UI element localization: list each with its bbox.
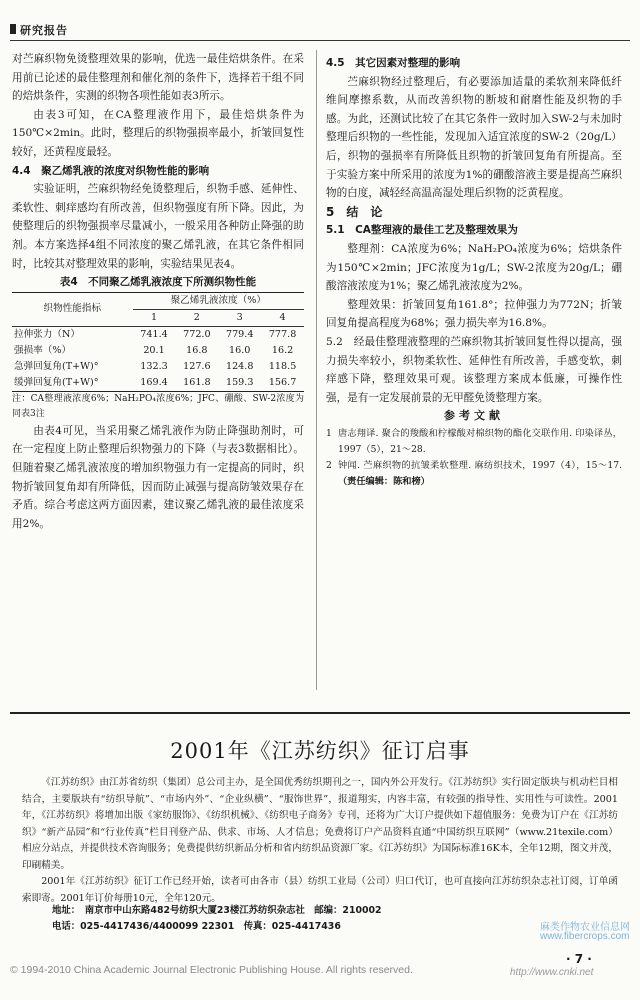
left-column: [12, 50, 304, 533]
reference-item: [326, 458, 622, 490]
table-cell: 159.3: [218, 375, 261, 392]
notice-title: 2001年《江苏纺织》征订启事: [170, 739, 470, 763]
table-4-col: 1: [133, 309, 176, 326]
table-row: [12, 326, 304, 343]
table-cell: 779.4: [218, 326, 261, 343]
table-cell-label: 强损率（%）: [14, 344, 72, 356]
table-4: [12, 292, 304, 392]
left-paragraph-3: 实验证明，苎麻织物经免烫整理后，织物手感、延伸性、柔软性、刺痒感均有所改善，但织物强度有所下降。因此，为使整理后的织物强损率尽量减小，一般采用各种防止降强的助剂。本方案选择4组不同浓度的聚乙烯乳液，在其它条件相同时，比较其对整理效果的影响，实验结果见表4。: [12, 183, 304, 270]
left-paragraph-1: 对苎麻织物免烫整理效果的影响，优选一最佳焙烘条件。在采用前已论述的最佳整理剂和催化剂的条件下，选择若干组不同的焙烘条件，实测的织物各项性能如表3所示。: [12, 53, 304, 103]
running-header: 研究报告: [20, 24, 68, 37]
header-mark: [10, 24, 16, 34]
left-paragraph-2: 由表3可知，在CA整理液作用下，最佳焙烘条件为150℃×2min。此时，整理后的织物强损率最小，折皱回复性较好，还黄程度最轻。: [12, 108, 304, 158]
footer-url: http://www.cnki.net: [510, 967, 594, 978]
table-cell-label: 缓弹回复角(T+W)°: [12, 375, 133, 392]
reference-item: [326, 426, 622, 458]
watermark-line-2: www.fibercrops.com: [540, 931, 630, 942]
right-paragraph-3: 整理效果：折皱回复角161.8°；拉伸强力为772N；折皱回复角提高程度为68%；强力损失率为16.8%。: [326, 298, 622, 330]
table-4-note: 注：CA整理液浓度6%；NaH₂PO₄浓度6%；JFC、硼酸、SW-2浓度为同表3注: [12, 393, 304, 419]
table-cell: 161.8: [175, 375, 218, 392]
table-4-col: 3: [218, 309, 261, 326]
section-separator: [10, 712, 630, 714]
reference-number: 2: [326, 459, 332, 471]
table-4-col: 2: [175, 309, 218, 326]
table-cell: 124.8: [225, 360, 254, 372]
page-number: · 7 ·: [566, 952, 592, 966]
section-5-2-paragraph: 5.2 经最佳整理液整理的苎麻织物其折皱回复性得以提高，强力损失率较小，织物柔软性、延伸性有所改善，手感变软，刺痒感下降，整理效果可观。该整理方案成本低廉，可操作性强，是有一定发展前景的无甲醛免烫整理方案。: [326, 335, 622, 404]
table-row: [12, 375, 304, 392]
table-4-col: 4: [261, 309, 304, 326]
right-paragraph-1: 苎麻织物经过整理后，有必要添加适量的柔软剂来降低纤维间摩擦系数，从而改善织物的断坡和耐磨性能及织物的手感。为此，还测试比较了在其它条件一致时加入SW-2与未加时整理后织物的一些性能，发现加入适宜浓度的SW-2（20g/L）后，织物的强损率有所降低且织物的折皱回复角有所提高。至于实验方案中所采用的浓度为1%的硼酸溶液主要是提高苎麻织物的白度，减轻经高温高湿处理后织物的泛黄程度。: [326, 75, 622, 200]
notice-body: [22, 775, 618, 907]
table-cell: 16.2: [271, 344, 294, 356]
editor-credit: （责任编辑：陈和榜）: [338, 475, 430, 487]
reference-text: 唐志翔译. 聚合的羧酸和柠檬酸对棉织物的酯化交联作用. 印染译丛，1997（5），21～28.: [338, 427, 622, 455]
table-cell: 156.7: [261, 375, 304, 392]
notice-paragraph-1: 《江苏纺织》由江苏省纺织（集团）总公司主办，是全国优秀纺织期刊之一，国内外公开发行。《江苏纺织》实行固定版块与机动栏目相结合，主要版块有“纺织导航”、“市场内外”、“企业纵横”、“服饰世界”，报道翔实，内容丰富，有较强的指导性、实用性与可读性。2001年，《江苏纺织》将增加出版《家纺服饰》、《纺织机械》、《纺织电子商务》专刊，还将为广大订户提供如下超值服务：免费为订户在《江苏纺织》“新产品园”和“行业传真”栏目刊登产品、供求、市场、人才信息；免费将订户产品资料直通“中国纺织互联网”（www.21texile.com）相应分站点，并提供技术咨询服务；免费提供纺织新品分析和省内纺织品资源厂家。《江苏纺织》为国际标准16K本，全年12期，图文并茂，印刷精美。: [22, 777, 618, 871]
section-4-5-heading: 4.5 其它因素对整理的影响: [326, 57, 461, 69]
reference-text: 钟闻. 苎麻织物的抗皱柔软整理. 麻纺织技术，1997（4），15～17.: [338, 459, 622, 471]
table-cell-label: 拉伸张力（N）: [12, 326, 133, 343]
table-cell-label: 急弹回复角(T+W)°: [14, 360, 99, 372]
header-rule: [10, 40, 630, 41]
table-cell: 16.0: [229, 344, 251, 356]
table-cell: 169.4: [133, 375, 176, 392]
table-cell: 132.3: [140, 360, 168, 372]
left-paragraph-4: 由表4可见，当采用聚乙烯乳液作为防止降强助剂时，可在一定程度上防止整理后织物强力的下降（与表3数据相比）。但随着聚乙烯乳液浓度的增加织物强力有一定提高的同时，织物折皱回复角却有所降低，因而防止减强与提高防皱效果存在矛盾。综合考虑这两方面因素，建议聚乙烯乳液的最佳浓度采用2%。: [12, 424, 304, 530]
references-heading: 参考文献: [444, 409, 504, 423]
table-cell: 118.5: [268, 360, 297, 372]
table-row: [12, 359, 304, 375]
section-5-heading: 5 结 论: [326, 204, 383, 219]
right-paragraph-2: 整理剂：CA浓度为6%；NaH₂PO₄浓度为6%；焙烘条件为150℃×2min；JFC浓度为1g/L；SW-2浓度为20g/L；硼酸溶液浓度为1%；聚乙烯乳液浓度为2%。: [326, 242, 622, 293]
section-5-1-heading: 5.1 CA整理液的最佳工艺及整理效果为: [326, 224, 518, 237]
section-4-4-heading: 4.4 聚乙烯乳液的浓度对织物性能的影响: [12, 164, 210, 177]
table-4-caption: 表4 不同聚乙烯乳液浓度下所测织物性能: [59, 276, 257, 289]
table-row: [12, 343, 304, 359]
table-cell: 777.8: [261, 326, 304, 343]
table-4-col-group: 聚乙烯乳液浓度（%）: [133, 292, 304, 309]
right-column: [326, 54, 622, 490]
table-cell: 20.1: [143, 344, 165, 356]
table-cell: 741.4: [133, 326, 176, 343]
notice-phone: 电话：025-4417436/4400099 22301 传真：025-4417436: [52, 921, 341, 932]
table-cell: 772.0: [175, 326, 218, 343]
notice-address: 地址： 南京市中山东路482号纺织大厦23楼江苏纺织杂志社 邮编：210002: [52, 905, 382, 916]
copyright-footer: © 1994-2010 China Academic Journal Electronic Publishing House. All rights reserved.: [10, 964, 413, 976]
watermark-line-1: 麻类作物农业信息网: [540, 922, 630, 933]
notice-paragraph-2: 2001年《江苏纺织》征订工作已经开始，读者可由各市（县）纺织工业局（公司）归口代订，也可直接向江苏纺织杂志社订阅，订单函索即寄。2001年订价每册10元，全年120元。: [22, 876, 618, 904]
column-divider: [316, 50, 317, 690]
table-cell: 16.8: [186, 344, 208, 356]
reference-number: 1: [326, 427, 332, 439]
table-cell: 127.6: [183, 360, 211, 372]
table-4-row-header: 织物性能指标: [12, 292, 133, 326]
